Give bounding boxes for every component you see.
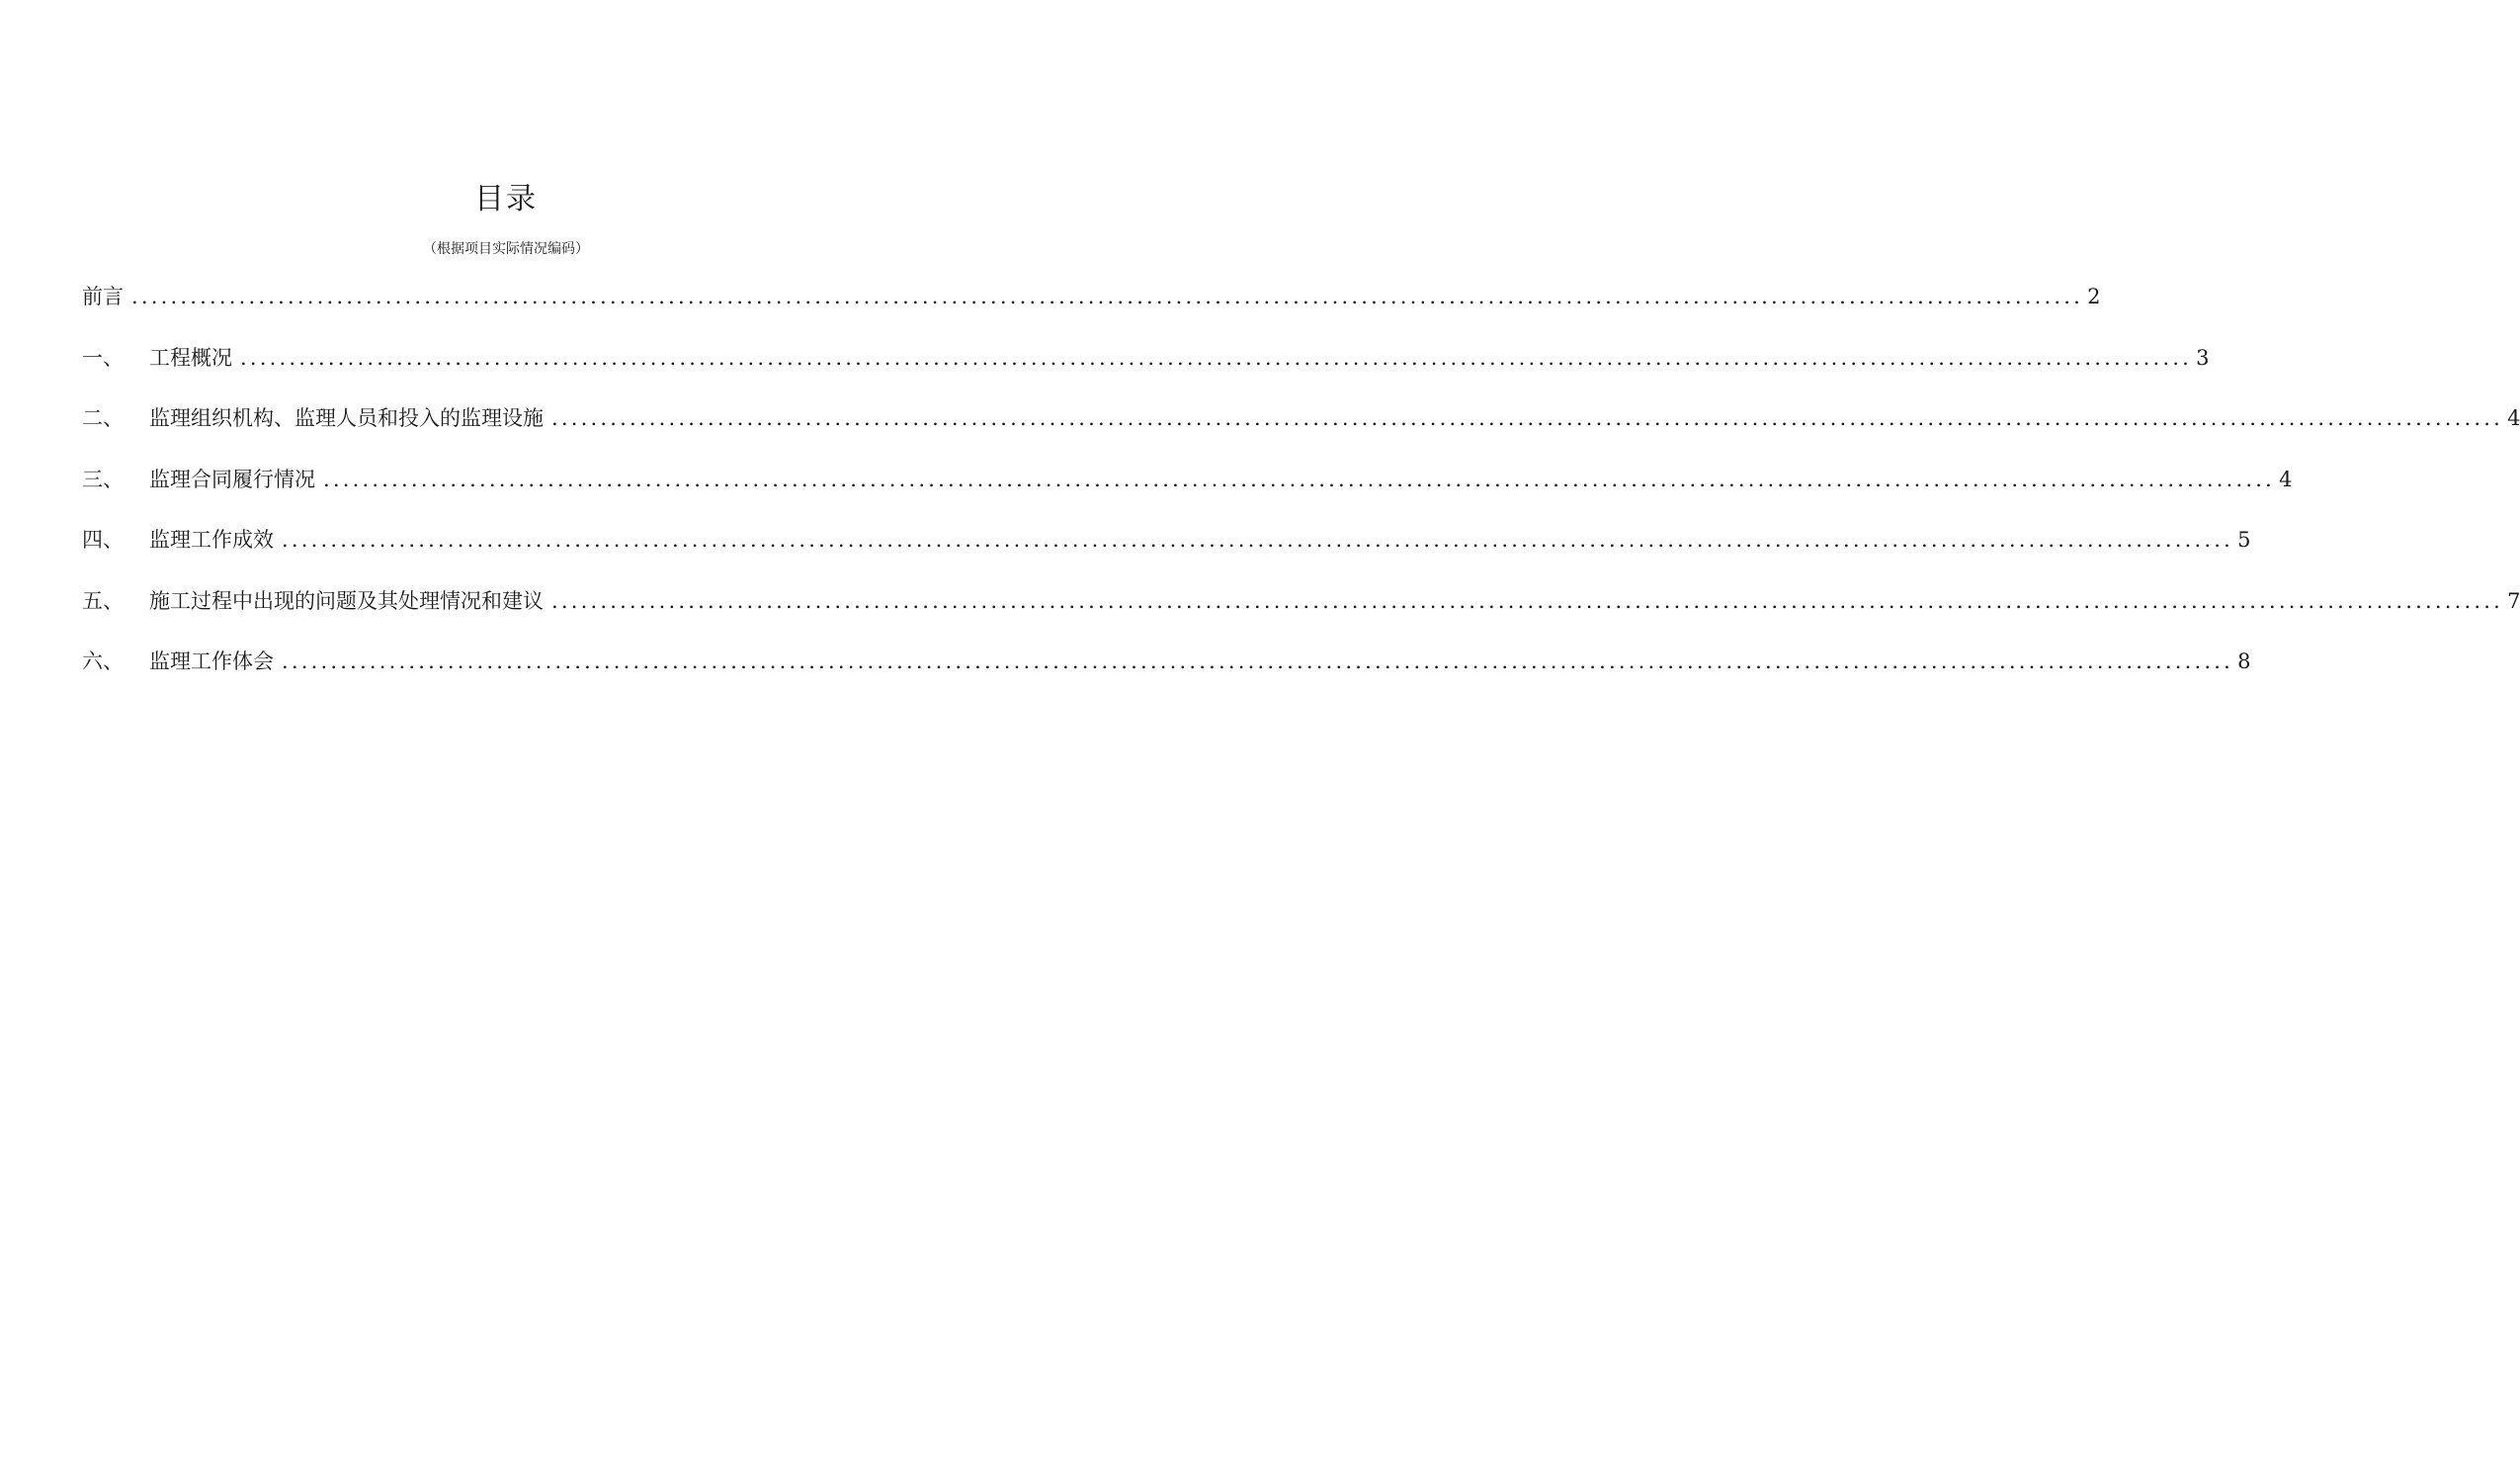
toc-entry-1[interactable] — [82, 340, 2210, 401]
toc-dot-leader: ........................................................................................................................................................................................................ — [551, 588, 2504, 613]
toc-entry-title: 监理工作体会 — [149, 649, 274, 673]
toc-entry-title: 监理组织机构、监理人员和投入的监理设施 — [149, 406, 544, 430]
toc-entry-page: 2 — [2087, 285, 2101, 308]
toc-entry-2[interactable] — [82, 400, 2520, 462]
toc-dot-leader: ........................................................................................................................................................................................................ — [551, 406, 2504, 430]
toc-entry-page: 8 — [2237, 649, 2251, 673]
toc-dot-leader: ........................................................................................................................................................................................................ — [282, 528, 2234, 552]
toc-entry-title: 施工过程中出现的问题及其处理情况和建议 — [149, 588, 544, 613]
toc-entry-number: 四、 — [82, 528, 124, 552]
toc-entry-5[interactable] — [82, 583, 2520, 645]
toc-entry-page: 4 — [2279, 467, 2293, 491]
toc-entry-number: 六、 — [82, 649, 124, 673]
toc-title: 目录 — [474, 182, 538, 216]
toc-entry-title: 监理合同履行情况 — [149, 467, 315, 491]
toc-entry-number: 一、 — [82, 345, 124, 370]
toc-list — [82, 279, 2520, 705]
toc-entry-number: 二、 — [82, 406, 124, 430]
toc-entry-page: 5 — [2237, 528, 2251, 552]
toc-dot-leader: ........................................................................................................................................................................................................ — [131, 285, 2084, 308]
toc-entry-title: 监理工作成效 — [149, 528, 274, 552]
toc-entry-page: 4 — [2507, 406, 2520, 430]
toc-entry-title: 前言 — [82, 285, 124, 308]
toc-entry-page: 3 — [2196, 345, 2210, 370]
toc-entry-number: 三、 — [82, 467, 124, 491]
toc-entry-preface[interactable] — [82, 279, 2101, 340]
toc-dot-leader: ........................................................................................................................................................................................................ — [323, 467, 2276, 491]
toc-entry-title: 工程概况 — [149, 345, 232, 370]
toc-entry-4[interactable] — [82, 522, 2251, 583]
toc-entry-page: 7 — [2507, 588, 2520, 613]
toc-dot-leader: ........................................................................................................................................................................................................ — [240, 345, 2193, 370]
toc-dot-leader: ........................................................................................................................................................................................................ — [282, 649, 2234, 673]
toc-subtitle: （根据项目实际情况编码） — [423, 241, 589, 257]
toc-entry-number: 五、 — [82, 588, 124, 613]
toc-entry-6[interactable] — [82, 644, 2251, 705]
toc-entry-3[interactable] — [82, 462, 2293, 523]
